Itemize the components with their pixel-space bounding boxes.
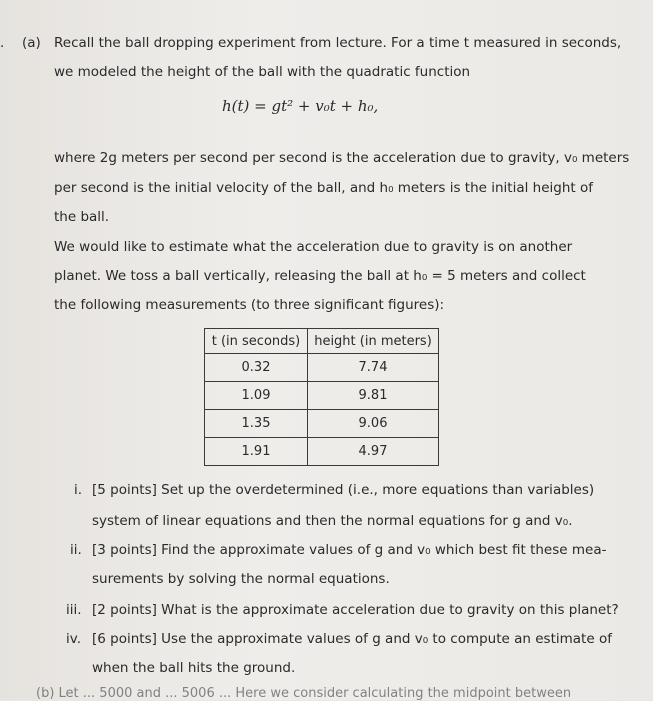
intro-line-2: we modeled the height of the ball with the quadratic function (54, 64, 471, 80)
height-cell: 9.81 (308, 382, 439, 410)
estimate-line-1: We would like to estimate what the acceleration due to gravity is on another (54, 239, 573, 255)
estimate-line-3: the following measurements (to three significant figures): (54, 297, 445, 313)
question-iii-label: iii. (66, 602, 82, 618)
header-height: height (in meters) (308, 329, 439, 354)
header-time: t (in seconds) (205, 329, 308, 354)
time-cell: 1.09 (205, 382, 308, 410)
table-row (205, 354, 439, 382)
estimate-line-2: planet. We toss a ball vertically, releasing the ball at h₀ = 5 meters and collect (54, 268, 586, 284)
height-cell: 9.06 (308, 410, 439, 438)
height-cell: 7.74 (308, 354, 439, 382)
question-iv-line-2: when the ball hits the ground. (92, 660, 296, 676)
time-cell: 1.91 (205, 438, 308, 466)
height-cell: 4.97 (308, 438, 439, 466)
problem-number-fragment: . (0, 35, 5, 51)
question-ii-label: ii. (70, 542, 82, 558)
part-label: (a) (22, 35, 41, 51)
question-ii-line-1: [3 points] Find the approximate values of g and v₀ which best fit these mea- (92, 542, 607, 558)
question-iii-line-1: [2 points] What is the approximate acceleration due to gravity on this planet? (92, 602, 619, 618)
question-iv-line-1: [6 points] Use the approximate values of g and v₀ to compute an estimate of (92, 631, 612, 647)
table-header-row (205, 329, 439, 354)
description-line-1: where 2g meters per second per second is the acceleration due to gravity, v₀ meters (54, 150, 630, 166)
description-line-3: the ball. (54, 209, 110, 225)
question-i-line-1: [5 points] Set up the overdetermined (i.e., more equations than variables) (92, 482, 595, 498)
measurements-table (204, 328, 439, 466)
time-cell: 0.32 (205, 354, 308, 382)
table-row (205, 382, 439, 410)
description-line-2: per second is the initial velocity of the ball, and h₀ meters is the initial height of (54, 180, 593, 196)
question-i-label: i. (74, 482, 83, 498)
intro-line-1: Recall the ball dropping experiment from lecture. For a time t measured in seconds, (54, 35, 622, 51)
time-cell: 1.35 (205, 410, 308, 438)
table-row (205, 438, 439, 466)
table-row (205, 410, 439, 438)
cutoff-next-part: (b) Let ... 5000 and ... 5006 ... Here we consider calculating the midpoint between (36, 686, 572, 701)
question-ii-line-2: surements by solving the normal equations. (92, 571, 390, 587)
question-i-line-2: system of linear equations and then the normal equations for g and v₀. (92, 513, 573, 529)
height-formula: h(t) = gt² + v₀t + h₀, (222, 97, 379, 115)
question-iv-label: iv. (66, 631, 81, 647)
